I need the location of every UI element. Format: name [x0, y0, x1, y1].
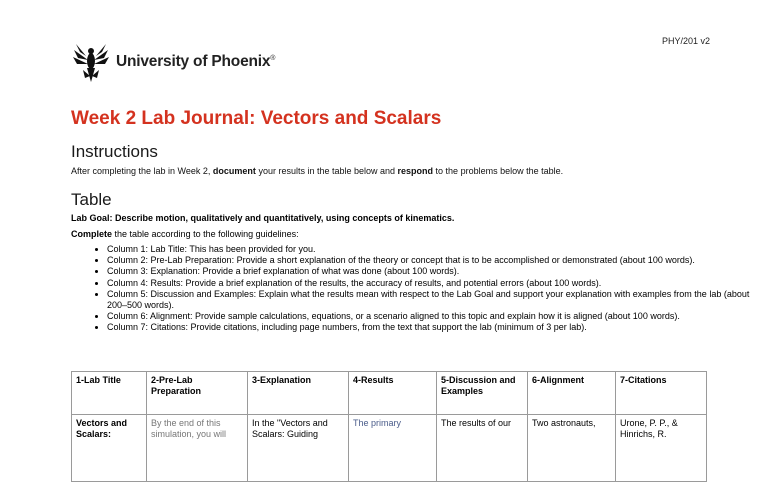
page-title: Week 2 Lab Journal: Vectors and Scalars — [71, 108, 442, 129]
list-item: • Column 7: Citations: Provide citations, including page numbers, from the text that support the lab (minimum of 3 per lab). — [107, 322, 757, 333]
column-header: 5-Discussion and Examples — [437, 372, 528, 415]
table-cell[interactable]: In the "Vectors and Scalars: Guiding — [248, 415, 349, 482]
column-header: 3-Explanation — [248, 372, 349, 415]
column-header: 2-Pre-Lab Preparation — [147, 372, 248, 415]
column-header: 1-Lab Title — [72, 372, 147, 415]
column-header: 6-Alignment — [528, 372, 616, 415]
page-code: PHY/201 v2 — [661, 36, 710, 46]
logo-text: University of Phoenix® — [116, 53, 276, 70]
list-item: • Column 1: Lab Title: This has been provided for you. — [107, 244, 757, 255]
list-item: • Column 2: Pre-Lab Preparation: Provide a short explanation of the theory or concept that is to be accomplished or demonstrated (about 100 words). — [107, 255, 757, 266]
list-item: • Column 5: Discussion and Examples: Explain what the results mean with respect to the Lab Goal and support your explanation with examples from the lab (about 200–500 words). — [107, 289, 757, 311]
column-header: 4-Results — [349, 372, 437, 415]
lab-goal: Lab Goal: Describe motion, qualitatively and quantitatively, using concepts of kinematics. — [71, 213, 455, 223]
phoenix-bird-icon — [70, 40, 112, 84]
table-cell[interactable]: By the end of this simulation, you will — [147, 415, 248, 482]
table-row — [72, 415, 707, 482]
table-heading: Table — [71, 190, 112, 209]
table-cell[interactable]: Urone, P. P., & Hinrichs, R. — [616, 415, 707, 482]
university-logo — [70, 40, 275, 84]
column-header: 7-Citations — [616, 372, 707, 415]
table-cell[interactable]: The results of our — [437, 415, 528, 482]
instructions-text: After completing the lab in Week 2, document your results in the table below and respond to the problems below the table. — [71, 166, 564, 176]
complete-instruction: Complete the table according to the following guidelines: — [71, 229, 299, 239]
table-header-row — [72, 372, 707, 415]
instructions-heading: Instructions — [71, 142, 158, 161]
table-cell[interactable]: Vectors and Scalars: — [72, 415, 147, 482]
lab-journal-table — [71, 371, 707, 482]
list-item: • Column 6: Alignment: Provide sample calculations, equations, or a scenario aligned to this topic and explain how it is aligned (about 100 words). — [107, 311, 757, 322]
guidelines-list — [71, 244, 757, 334]
table-cell[interactable]: The primary — [349, 415, 437, 482]
list-item: • Column 3: Explanation: Provide a brief explanation of what was done (about 100 words). — [107, 266, 757, 277]
table-cell[interactable]: Two astronauts, — [528, 415, 616, 482]
list-item: • Column 4: Results: Provide a brief explanation of the results, the accuracy of results, and potential errors (about 100 words). — [107, 278, 757, 289]
